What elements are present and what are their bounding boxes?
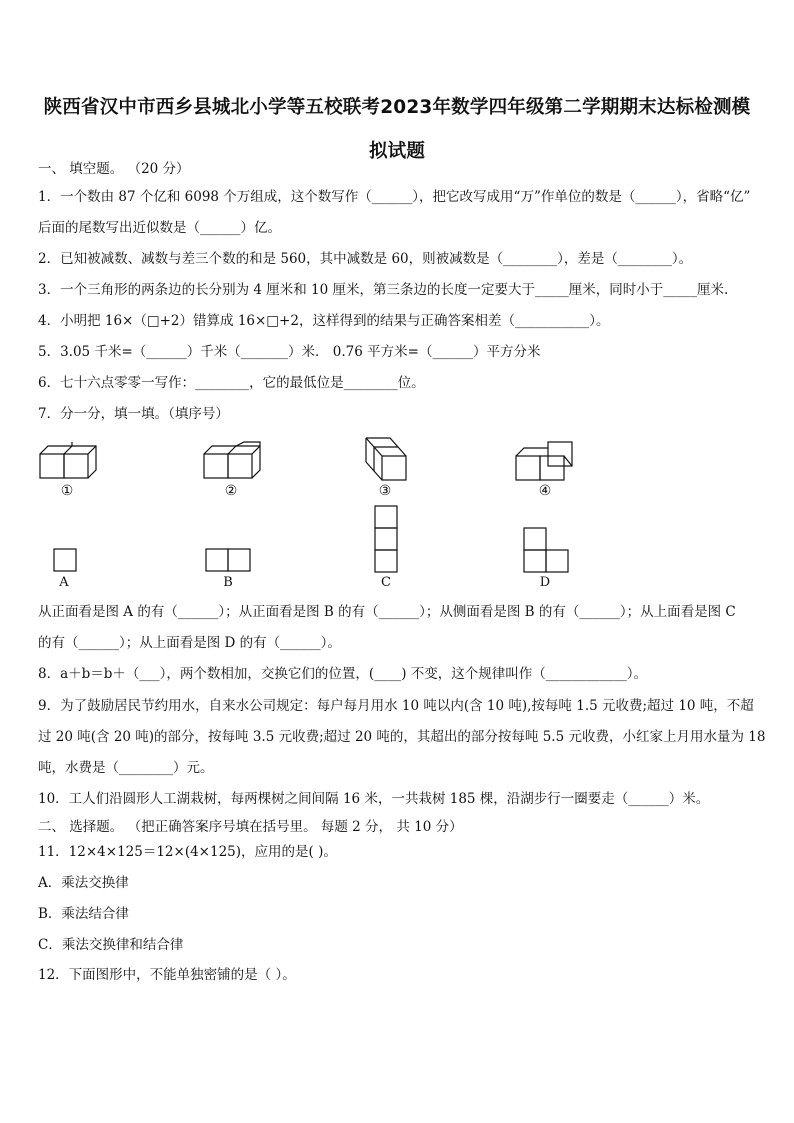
question-7-stem: 7．分一分，填一填。（填序号） (38, 406, 229, 422)
question-8: 8．a＋b＝b＋（___），两个数相加，交换它们的位置，(____) 不变，这个规律叫作（____________）。 (38, 666, 647, 682)
view-figure-a (53, 548, 77, 572)
section-2-heading: 二、 选择题。 （把正确答案序号填在括号里。 每题 2 分， 共 10 分） (38, 819, 463, 835)
view-figure-b (205, 548, 253, 572)
view-label-d: D (539, 575, 551, 590)
solid-figure-3 (364, 436, 412, 482)
solid-label-4: ④ (538, 483, 552, 499)
question-9-line-2: 过 20 吨(含 20 吨)的部分，按每吨 3.5 元收费;超过 20 吨的，其超出的部分按每吨 5.5 元收费，小红家上月用水量为 18 (38, 729, 766, 745)
view-label-b: B (223, 575, 233, 590)
view-figure-c (374, 505, 398, 573)
title-line-2: 拟试题 (368, 141, 426, 162)
question-2: 2．已知被减数、减数与差三个数的和是 560，其中减数是 60，则被减数是（________），差是（________）。 (38, 251, 693, 267)
question-1-line-2: 后面的尾数写出近似数是（______）亿。 (38, 220, 281, 236)
solid-figure-2 (202, 442, 262, 482)
question-11-option-a: A．乘法交换律 (38, 875, 129, 891)
question-4: 4．小明把 16×（□+2）错算成 16×□+2，这样得到的结果与正确答案相差（___________）。 (38, 313, 610, 329)
question-1-line-1: 1．一个数由 87 个亿和 6098 个万组成，这个数写作（______），把它改写成用“万”作单位的数是（______），省略“亿” (38, 189, 751, 205)
question-3: 3．一个三角形的两条边的长分别为 4 厘米和 10 厘米，第三条边的长度一定要大于_____厘米，同时小于_____厘米. (38, 282, 729, 298)
question-11-stem: 11．12×4×125＝12×(4×125)，应用的是( )。 (38, 844, 337, 860)
question-12-stem: 12．下面图形中，不能单独密铺的是（ ）。 (38, 967, 296, 983)
solid-figure-1 (38, 442, 98, 482)
question-5: 5．3.05 千米=（______）千米（_______）米． 0.76 平方米=（______）平方分米 (38, 344, 541, 360)
view-figure-d (523, 527, 571, 573)
question-10: 10．工人们沿圆形人工湖栽树，每两棵树之间间隔 16 米，一共栽树 185 棵，沿湖步行一圈要走（______）米。 (38, 791, 710, 807)
question-7-line-2: 的有（______）；从上面看是图 D 的有（______）。 (38, 635, 341, 651)
view-label-c: C (381, 575, 391, 590)
question-9-line-1: 9．为了鼓励居民节约用水，自来水公司规定：每户每月用水 10 吨以内(含 10 吨),按每吨 1.5 元收费;超过 10 吨，不超 (38, 698, 754, 714)
view-label-a: A (59, 575, 69, 590)
solid-label-1: ① (60, 483, 74, 499)
question-11-option-b: B．乘法结合律 (38, 906, 129, 922)
question-11-option-c: C．乘法交换律和结合律 (38, 937, 184, 953)
question-7-line-1: 从正面看是图 A 的有（______）；从正面看是图 B 的有（______）；从侧面看是图 B 的有（______）；从上面看是图 C (38, 604, 736, 620)
solid-label-3: ③ (378, 483, 392, 499)
solid-figure-4 (514, 442, 576, 482)
title-line-1: 陕西省汉中市西乡县城北小学等五校联考2023年数学四年级第二学期期末达标检测模 (43, 97, 751, 118)
question-9-line-3: 吨，水费是（________）元。 (38, 760, 214, 776)
section-1-heading: 一、 填空题。 （20 分） (38, 161, 190, 177)
question-6: 6．七十六点零零一写作：________，它的最低位是________位。 (38, 375, 425, 391)
solid-label-2: ② (224, 483, 238, 499)
